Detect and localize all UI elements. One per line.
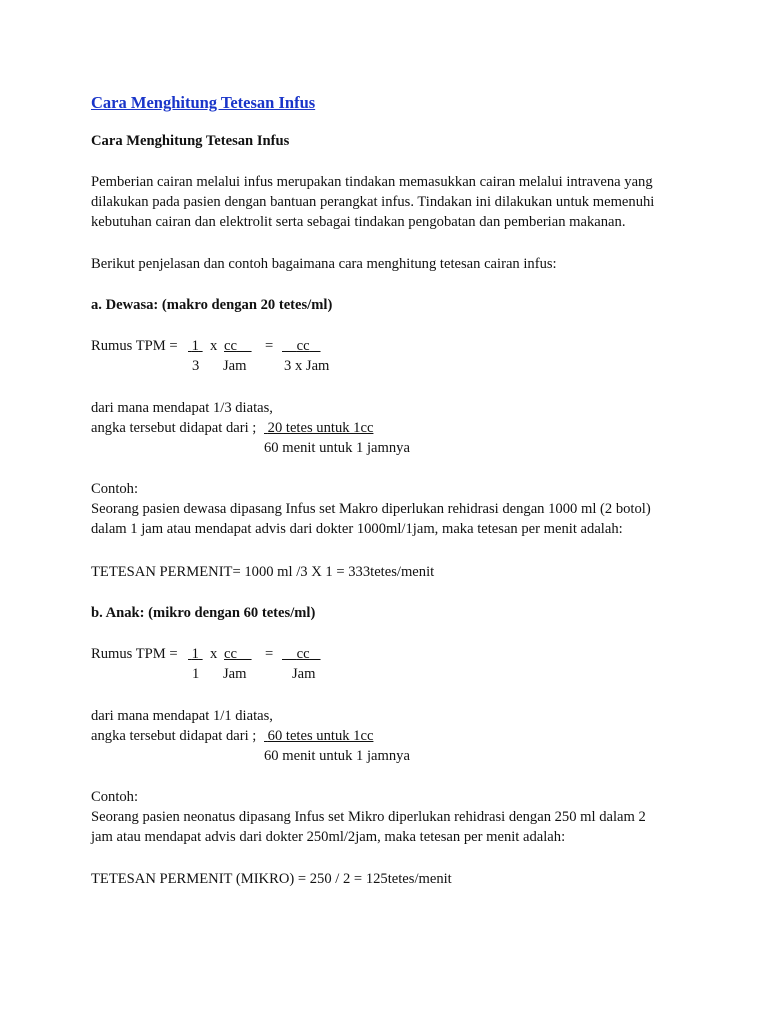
section-b-eq: = — [265, 646, 274, 662]
section-b-origin-2: angka tersebut didapat dari ; — [91, 728, 257, 744]
section-b-frac-top: 60 tetes untuk 1cc — [267, 728, 374, 744]
section-a-rumus-label: Rumus TPM = — [91, 338, 178, 354]
section-a-contoh-line-2: dalam 1 jam atau mendapat advis dari dokter 1000ml/1jam, maka tetesan per menit adalah: — [91, 521, 623, 537]
section-a-heading: a. Dewasa: (makro dengan 20 tetes/ml) — [91, 297, 333, 313]
section-b-cc2: cc — [296, 646, 310, 662]
section-a-frac-bottom: 60 menit untuk 1 jamnya — [264, 440, 410, 456]
section-a-jam: Jam — [223, 358, 247, 374]
section-a-contoh-label: Contoh: — [91, 481, 139, 497]
section-a-x: x — [210, 338, 218, 354]
lead-paragraph: Berikut penjelasan dan contoh bagaimana cara menghitung tetesan cairan infus: — [91, 256, 557, 272]
intro-line-3: kebutuhan cairan dan elektrolit serta sebagai tindakan pengobatan dan pemberian makanan. — [91, 214, 626, 230]
section-b-origin-1: dari mana mendapat 1/1 diatas, — [91, 708, 273, 724]
section-b-cc: cc — [224, 646, 237, 662]
section-a-origin-2: angka tersebut didapat dari ; — [91, 420, 257, 436]
section-a-eq: = — [265, 338, 274, 354]
section-b-contoh-line-1: Seorang pasien neonatus dipasang Infus set Mikro diperlukan rehidrasi dengan 250 ml dalam 2 — [91, 809, 646, 825]
section-b-heading: b. Anak: (mikro dengan 60 tetes/ml) — [91, 605, 316, 621]
intro-line-1: Pemberian cairan melalui infus merupakan tindakan memasukkan cairan melalui intravena yang — [91, 174, 653, 190]
section-b-result: TETESAN PERMENIT (MIKRO) = 250 / 2 = 125tetes/menit — [91, 871, 452, 887]
section-b-rumus-label: Rumus TPM = — [91, 646, 178, 662]
section-a-result: TETESAN PERMENIT= 1000 ml /3 X 1 = 333tetes/menit — [91, 564, 435, 580]
section-a-contoh-line-1: Seorang pasien dewasa dipasang Infus set Makro diperlukan rehidrasi dengan 1000 ml (2 botol) — [91, 501, 651, 517]
section-a-den2: 3 x Jam — [284, 358, 330, 374]
section-b-contoh-label: Contoh: — [91, 789, 139, 805]
section-b-num1: 1 — [191, 646, 199, 662]
section-b-x: x — [210, 646, 218, 662]
section-a-cc2: cc — [296, 338, 310, 354]
title-link[interactable]: Cara Menghitung Tetesan Infus — [91, 93, 316, 112]
intro-line-2: dilakukan pada pasien dengan bantuan perangkat infus. Tindakan ini dilakukan untuk memenuhi — [91, 194, 655, 210]
section-b-den2: Jam — [292, 666, 316, 682]
section-a-cc: cc — [224, 338, 237, 354]
section-a-frac-top: 20 tetes untuk 1cc — [267, 420, 374, 436]
section-b-jam: Jam — [223, 666, 247, 682]
section-a-den1: 3 — [192, 358, 200, 374]
section-a-origin-1: dari mana mendapat 1/3 diatas, — [91, 400, 273, 416]
section-b-contoh-line-2: jam atau mendapat advis dari dokter 250ml/2jam, maka tetesan per menit adalah: — [91, 829, 566, 845]
section-a-num1: 1 — [191, 338, 199, 354]
subtitle: Cara Menghitung Tetesan Infus — [91, 133, 290, 149]
section-b-frac-bottom: 60 menit untuk 1 jamnya — [264, 748, 410, 764]
section-b-den1: 1 — [192, 666, 200, 682]
